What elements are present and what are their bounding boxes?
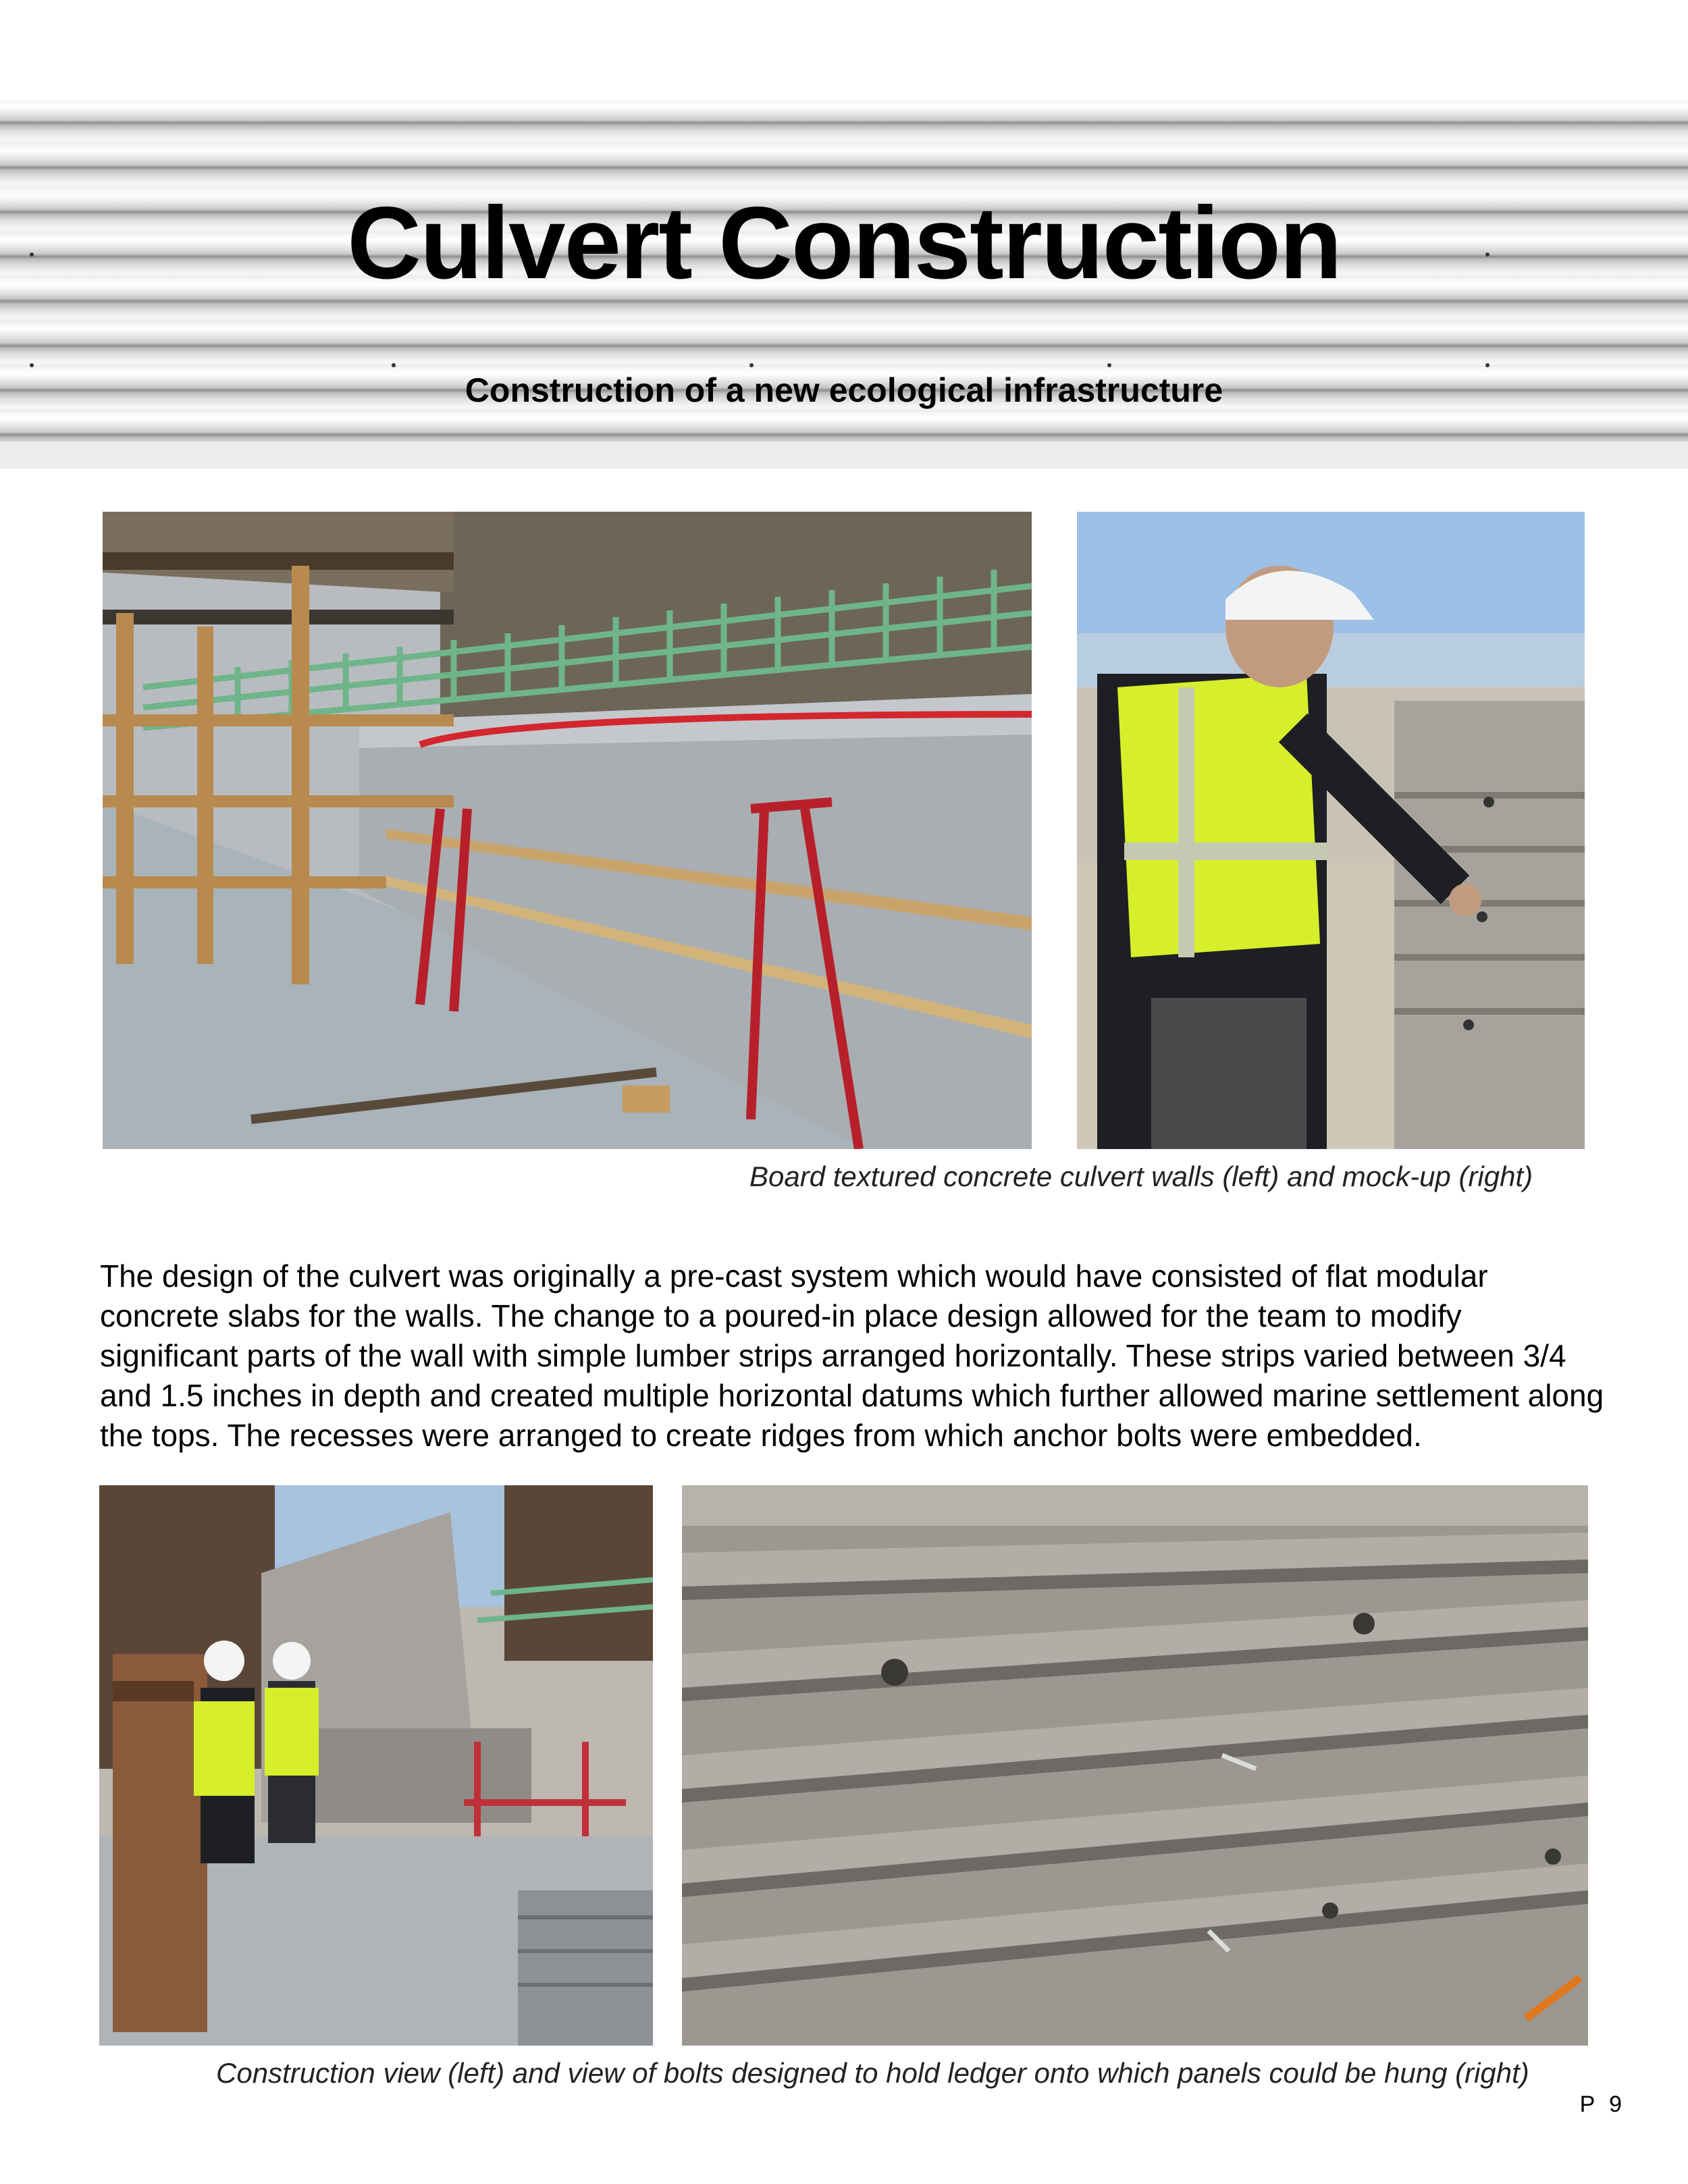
- bottom-caption: Construction view (left) and view of bolts designed to hold ledger onto which panels could be hung (right): [216, 2057, 1529, 2089]
- banner-dot: [1107, 363, 1111, 367]
- mockup-inspection-photo-icon: [1077, 512, 1585, 1149]
- body-paragraph: The design of the culvert was originally a pre-cast system which would have consisted of flat modular concrete slabs for the walls. The change to a poured-in place design allowed for the team to modify significant parts of the wall with simple lumber strips arranged horizontally. These strips varied between 3/4 and 1.5 inches in depth and created multiple horizontal datums which further allowed marine settlement along the tops. The recesses were arranged to create ridges from which anchor bolts were embedded.: [100, 1258, 1604, 1453]
- banner-dot: [392, 363, 396, 367]
- banner-dot: [1485, 363, 1489, 367]
- page-number: P 9: [1579, 2092, 1626, 2117]
- construction-site-photo-icon: [99, 1485, 653, 2046]
- anchor-bolts-photo-icon: [682, 1485, 1588, 2046]
- culvert-wall-rebar-photo-icon: [103, 512, 1032, 1149]
- page-title: Culvert Construction: [347, 186, 1341, 300]
- banner-dot: [30, 363, 34, 367]
- page-subtitle: Construction of a new ecological infrastructure: [465, 371, 1223, 409]
- mockup-photo: [1077, 512, 1585, 1149]
- top-caption: Board textured concrete culvert walls (left) and mock-up (right): [749, 1161, 1533, 1192]
- culvert-wall-photo: [103, 512, 1032, 1149]
- banner-dot: [749, 363, 754, 367]
- construction-view-photo: [99, 1485, 653, 2046]
- anchor-bolts-photo: [682, 1485, 1588, 2046]
